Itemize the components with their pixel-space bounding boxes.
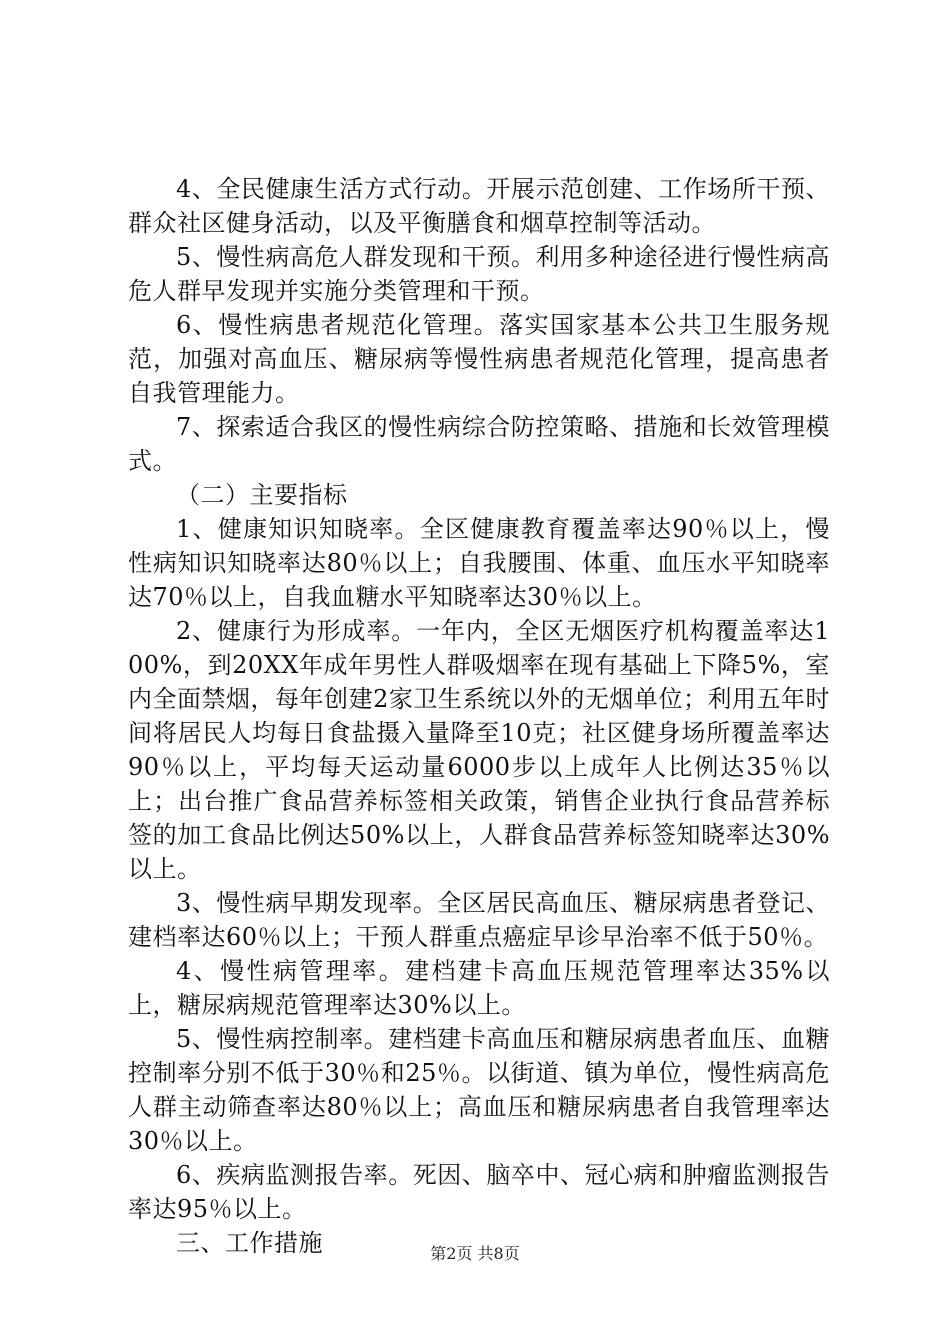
page-number-footer: 第2页 共8页 [430,1244,520,1263]
document-body [128,172,830,1260]
paragraph-item-6-patient-management: 6、慢性病患者规范化管理。落实国家基本公共卫生服务规范，加强对高血压、糖尿病等慢性病患者规范化管理，提高患者自我管理能力。 [128,311,830,407]
paragraph-indicator-5-control: 5、慢性病控制率。建档建卡高血压和糖尿病患者血压、血糖控制率分别不低于30％和25％。以街道、镇为单位，慢性病高危人群主动筛查率达80％以上；高血压和糖尿病患者自我管理率达30％以上。 [128,1025,830,1155]
paragraph-item-5-high-risk: 5、慢性病高危人群发现和干预。利用多种途径进行慢性病高危人群早发现并实施分类管理和干预。 [128,243,830,305]
paragraph-indicator-2-behavior: 2、健康行为形成率。一年内，全区无烟医疗机构覆盖率达100%，到20XX年成年男性人群吸烟率在现有基础上下降5%，室内全面禁烟，每年创建2家卫生系统以外的无烟单位；利用五年时间将居民人均每日食盐摄入量降至10克；社区健身场所覆盖率达90％以上，平均每天运动量6000步以上成年人比例达35％以上；出台推广食品营养标签相关政策，销售企业执行食品营养标签的加工食品比例达50%以上，人群食品营养标签知晓率达30%以上。 [128,617,830,883]
paragraph-indicator-1-awareness: 1、健康知识知晓率。全区健康教育覆盖率达90％以上，慢性病知识知晓率达80％以上；自我腰围、体重、血压水平知晓率达70％以上，自我血糖水平知晓率达30％以上。 [128,515,830,611]
paragraph-indicator-6-monitoring: 6、疾病监测报告率。死因、脑卒中、冠心病和肿瘤监测报告率达95％以上。 [128,1161,830,1223]
paragraph-item-7-strategy: 7、探索适合我区的慢性病综合防控策略、措施和长效管理模式。 [128,413,830,475]
paragraph-item-4-lifestyle: 4、全民健康生活方式行动。开展示范创建、工作场所干预、群众社区健身活动，以及平衡膳食和烟草控制等活动。 [128,175,830,237]
section-heading-work-measures: 三、工作措施 [176,1229,323,1257]
paragraph-indicator-3-early-detection: 3、慢性病早期发现率。全区居民高血压、糖尿病患者登记、建档率达60％以上；干预人群重点癌症早诊早治率不低于50％。 [128,889,830,951]
section-heading-main-indicators: （二）主要指标 [176,481,348,509]
paragraph-indicator-4-management: 4、慢性病管理率。建档建卡高血压规范管理率达35%以上，糖尿病规范管理率达30%以上。 [128,957,830,1019]
